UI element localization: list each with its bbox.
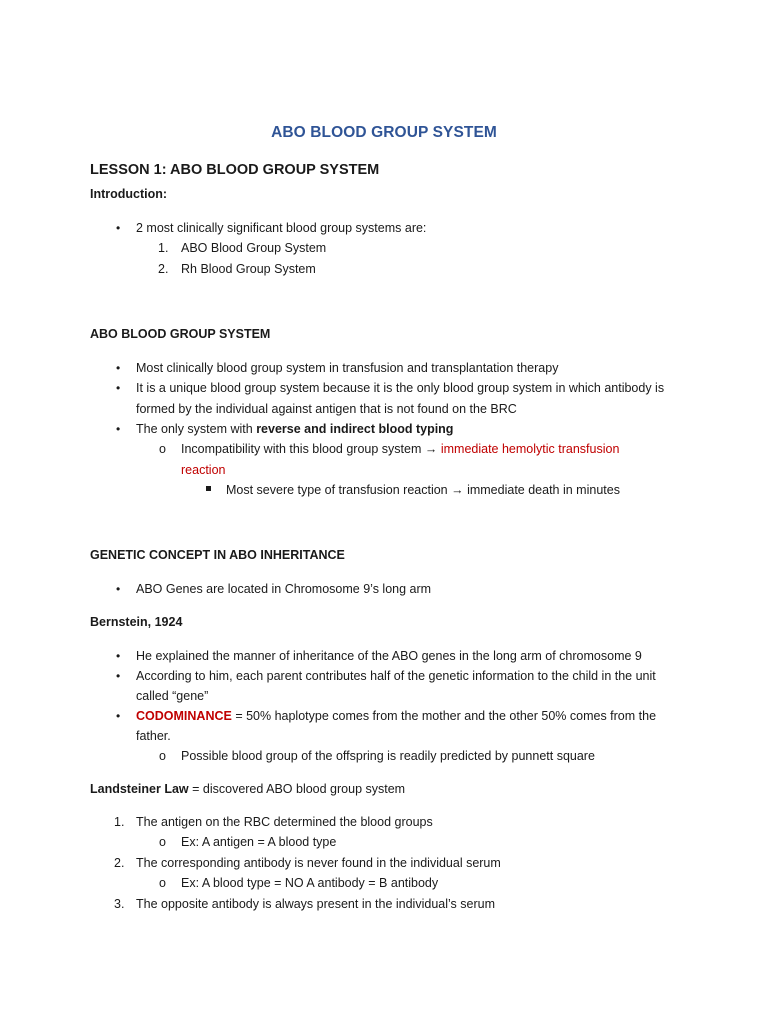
codominance-definition: = 50% haplotype comes from the mother and the other 50% comes from the bbox=[231, 709, 657, 723]
bernstein-bullet-1: He explained the manner of inheritance of the ABO genes in the long arm of chromosome 9 bbox=[136, 649, 642, 663]
bernstein-bullet-2-line-2: called “gene” bbox=[136, 689, 209, 703]
list-number: 2. bbox=[158, 262, 169, 276]
list-item: Rh Blood Group System bbox=[181, 262, 316, 276]
landsteiner-sub-2: Ex: A blood type = NO A antibody = B antibody bbox=[181, 876, 439, 890]
bullet-icon: • bbox=[116, 381, 121, 395]
abo-sub-text: Incompatibility with this blood group system → bbox=[181, 442, 441, 456]
list-number: 3. bbox=[114, 897, 125, 911]
list-number: 2. bbox=[114, 856, 125, 870]
circle-bullet-icon: o bbox=[159, 442, 166, 456]
landsteiner-desc: = discovered ABO blood group system bbox=[188, 782, 406, 796]
circle-bullet-icon: o bbox=[159, 835, 166, 849]
bernstein-bullet-2-line-1: According to him, each parent contributes half of the genetic information to the child in the unit bbox=[136, 669, 656, 683]
bullet-icon: • bbox=[116, 649, 121, 663]
list-number: 1. bbox=[158, 241, 169, 255]
intro-label: Introduction: bbox=[90, 187, 168, 201]
abo-bullet-3 bbox=[136, 421, 453, 437]
abo-sub-bullet bbox=[181, 441, 619, 457]
circle-bullet-icon: o bbox=[159, 876, 166, 890]
landsteiner-item-3: The opposite antibody is always present in the individual’s serum bbox=[136, 897, 495, 911]
list-number: 1. bbox=[114, 815, 125, 829]
lesson-heading: LESSON 1: ABO BLOOD GROUP SYSTEM bbox=[90, 162, 380, 178]
genetic-bullet: ABO Genes are located in Chromosome 9’s long arm bbox=[136, 582, 432, 596]
section-heading-genetic: GENETIC CONCEPT IN ABO INHERITANCE bbox=[90, 548, 345, 562]
bernstein-sub-bullet: Possible blood group of the offspring is readily predicted by punnett square bbox=[181, 749, 595, 763]
bullet-icon: • bbox=[116, 221, 121, 235]
square-bullet-icon bbox=[206, 486, 211, 491]
abo-bullet-1: Most clinically blood group system in transfusion and transplantation therapy bbox=[136, 361, 559, 375]
abo-bullet-3-text: The only system with bbox=[136, 422, 257, 436]
bullet-icon: • bbox=[116, 669, 121, 683]
landsteiner-item-2: The corresponding antibody is never found in the individual serum bbox=[136, 856, 501, 870]
bullet-icon: • bbox=[116, 709, 121, 723]
landsteiner-sub-1: Ex: A antigen = A blood type bbox=[181, 835, 337, 849]
codominance-term: CODOMINANCE bbox=[136, 709, 232, 723]
list-item: ABO Blood Group System bbox=[181, 241, 327, 255]
abo-subsub-bullet: Most severe type of transfusion reaction → immediate death in minutes bbox=[226, 483, 620, 497]
bullet-icon: • bbox=[116, 422, 121, 436]
abo-sub-emphasis: immediate hemolytic transfusion bbox=[440, 442, 620, 456]
section-heading-abo: ABO BLOOD GROUP SYSTEM bbox=[90, 327, 271, 341]
circle-bullet-icon: o bbox=[159, 749, 166, 763]
landsteiner-item-1: The antigen on the RBC determined the blood groups bbox=[136, 815, 433, 829]
abo-sub-emphasis-cont: reaction bbox=[181, 463, 226, 477]
abo-bullet-2-line-2: formed by the individual against antigen that is not found on the BRC bbox=[136, 402, 517, 416]
bullet-icon: • bbox=[116, 361, 121, 375]
landsteiner-title: Landsteiner Law bbox=[90, 782, 189, 796]
bullet-icon: • bbox=[116, 582, 121, 596]
section-heading-landsteiner bbox=[90, 781, 405, 797]
intro-bullet: 2 most clinically significant blood group systems are: bbox=[136, 221, 427, 235]
section-heading-bernstein: Bernstein, 1924 bbox=[90, 615, 183, 629]
abo-bullet-3-bold: reverse and indirect blood typing bbox=[256, 422, 454, 436]
bernstein-bullet-3 bbox=[136, 708, 656, 724]
document-title: ABO BLOOD GROUP SYSTEM bbox=[271, 124, 497, 141]
abo-bullet-2-line-1: It is a unique blood group system because it is the only blood group system in which antibody is bbox=[136, 381, 665, 395]
bernstein-bullet-3-line-2: father. bbox=[136, 729, 171, 743]
